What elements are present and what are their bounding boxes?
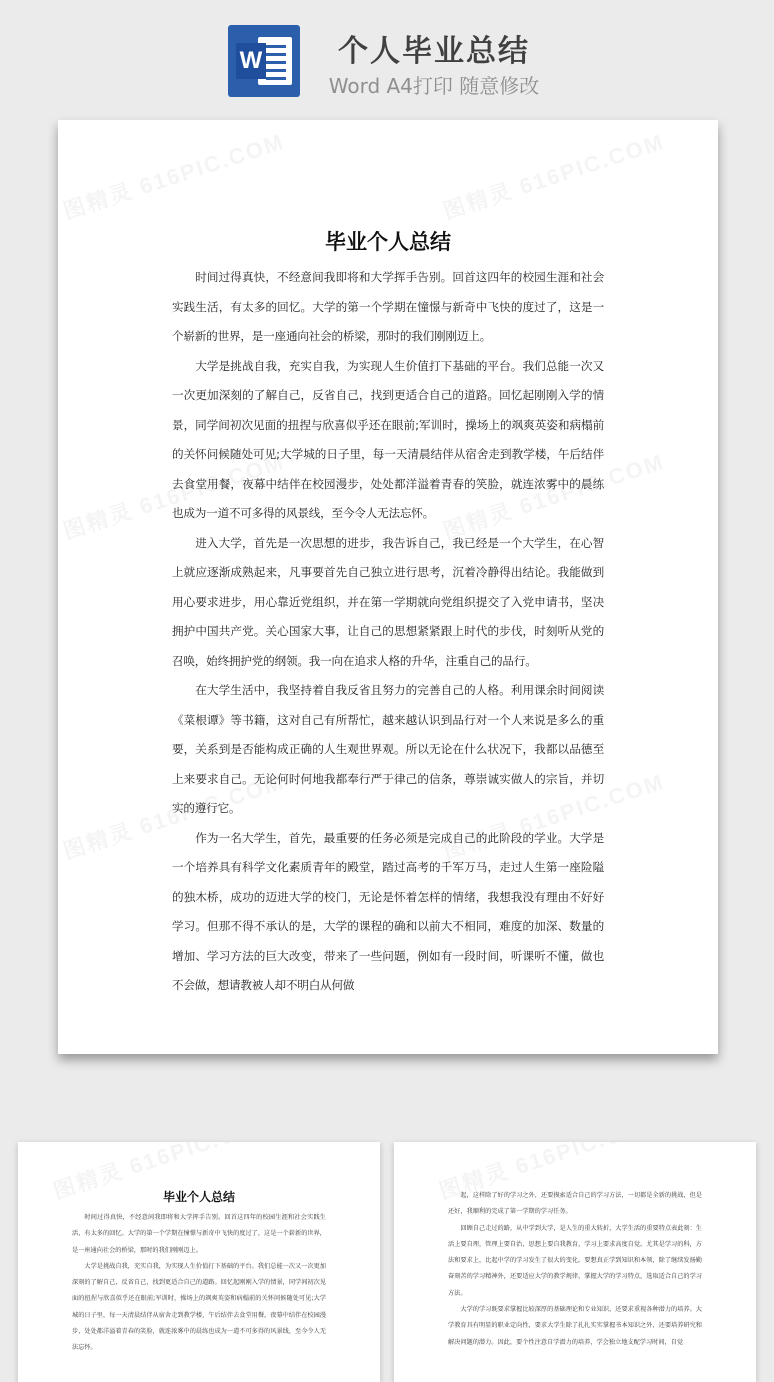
word-icon <box>228 25 300 97</box>
thumbnail-body <box>72 1210 326 1357</box>
paragraph: 时间过得真快，不经意间我即将和大学挥手告别。回首这四年的校园生涯和社会实践生活，有太多的回忆。大学的第一个学期在憧憬与新奇中飞快的度过了，这是一个崭新的世界，是一座通向社会的桥梁，那时的我们刚刚迈上。 <box>172 270 604 343</box>
document-title: 毕业个人总结 <box>325 230 451 254</box>
thumbnail-page-2 <box>394 1142 756 1382</box>
header <box>0 0 774 110</box>
watermark <box>59 125 288 226</box>
paragraph: 大学是挑战自我，充实自我，为实现人生价值打下基础的平台。我们总能一次又一次更加深刻的了解自己，反省自己，找到更适合自己的道路。回忆起刚刚入学的情景，同学间初次见面的扭捏与欣喜似乎还在眼前;军训时，操场上的飒爽英姿和病榻前的关怀问候随处可见;大学城的日子里，每一天清晨结伴从宿舍走到教学楼，午后结伴去食堂用餐，夜幕中结伴在校园漫步，处处都洋溢着青春的笑脸，就连浓雾中的晨练也成为一道不可多得的风景线，至今令人无法忘怀。 <box>72 1262 326 1352</box>
word-letter: W <box>236 43 266 79</box>
paragraph: 起，这样除了好的学习之外，还要摸索适合自己的学习方法，一切都是全新的挑战，但是还好，我顺利的完成了第一学期的学习任务。 <box>448 1192 702 1216</box>
page-title: 个人毕业总结 <box>338 34 530 69</box>
thumbnail-page-1 <box>18 1142 380 1382</box>
paragraph: 进入大学，首先是一次思想的进步，我告诉自己，我已经是一个大学生，在心智上就应逐渐成熟起来，凡事要首先自己独立进行思考，沉着冷静得出结论。我能做到用心要求进步，用心靠近党组织，并在第一学期就向党组织提交了入党申请书，坚决拥护中国共产党。关心国家大事，让自己的思想紧紧跟上时代的步伐，时刻听从党的召唤，始终拥护党的纲领。我一向在追求人格的升华，注重自己的品行。 <box>172 535 604 668</box>
watermark <box>439 125 668 226</box>
paragraph: 时间过得真快，不经意间我即将和大学挥手告别。回首这四年的校园生涯和社会实践生活，有太多的回忆。大学的第一个学期在憧憬与新奇中飞快的度过了，这是一个崭新的世界，是一座通向社会的桥梁，那时的我们刚刚迈上。 <box>72 1214 326 1254</box>
paragraph: 大学的学习既要求掌握比较深厚的基础理论和专业知识，还要求重视各种潜力的培养。大学教育具有明显的职业定向性，要求大学生除了扎扎实实掌握书本知识之外，还要培养研究和解决问题的潜力。因此，要个性注意自学潜力的培养，学会独立地支配学习时间，自觉 <box>448 1306 702 1346</box>
paragraph: 作为一名大学生，首先，最重要的任务必须是完成自己的此阶段的学业。大学是一个培养具有科学文化素质青年的殿堂，踏过高考的千军万马，走过人生第一座险隘的独木桥，成功的迈进大学的校门，无论是怀着怎样的情绪，我想我没有理由不好好学习。但那不得不承认的是，大学的课程的确和以前大不相同，难度的加深、数量的增加、学习方法的巨大改变，带来了一些问题，例如有一段时间，听课听不懂，做也不会做，想请教被人却不明白从何做 <box>172 830 604 992</box>
document-body <box>172 263 604 1001</box>
paragraph: 回顾自己走过的路，从中学到大学，是人生的重大转折，大学生活的重要特点表此刻：生活上要自理，管理上要自治，思想上要自我教育，学习上要求高度自觉。尤其是学习的科，方法和要求上，比起中学的学习发生了很大的变化。要想真正学到知识和本领，除了继续发扬勤奋刻苦的学习精神外，还要适应大学的教学规律，掌握大学的学习特点，选取适合自己的学习方法。 <box>448 1224 702 1297</box>
thumbnail-body <box>448 1188 702 1351</box>
thumbnail-title: 毕业个人总结 <box>162 1190 235 1204</box>
page-subtitle: Word A4打印 随意修改 <box>328 74 540 98</box>
document-page <box>58 120 718 1054</box>
paragraph: 大学是挑战自我，充实自我，为实现人生价值打下基础的平台。我们总能一次又一次更加深刻的了解自己，反省自己，找到更适合自己的道路。回忆起刚刚入学的情景，同学间初次见面的扭捏与欣喜似乎还在眼前;军训时，操场上的飒爽英姿和病榻前的关怀问候随处可见;大学城的日子里，每一天清晨结伴从宿舍走到教学楼，午后结伴去食堂用餐，夜幕中结伴在校园漫步，处处都洋溢着青春的笑脸，就连浓雾中的晨练也成为一道不可多得的风景线，至今令人无法忘怀。 <box>172 358 604 520</box>
paragraph: 在大学生活中，我坚持着自我反省且努力的完善自己的人格。利用课余时间阅读《菜根谭》等书籍，这对自己有所帮忙，越来越认识到品行对一个人来说是多么的重要，关系到是否能构成正确的人生观世界观。所以无论在什么状况下，我都以品德至上来要求自己。无论何时何地我都奉行严于律己的信条，尊崇诚实做人的宗旨，并切实的遵行它。 <box>172 683 604 815</box>
